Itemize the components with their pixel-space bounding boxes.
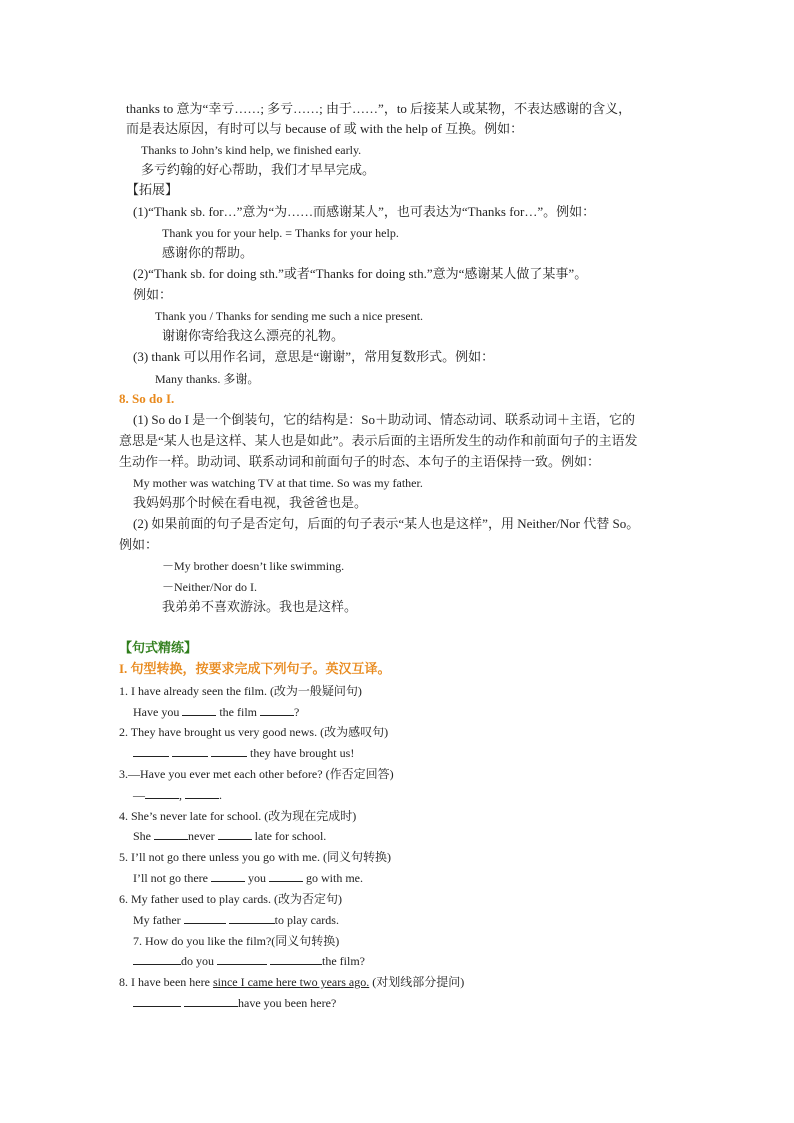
expand-p2-zh: 谢谢你寄给我这么漂亮的礼物。	[162, 328, 345, 343]
answer-blank[interactable]	[182, 704, 216, 716]
sodo-p2-zh: 我弟弟不喜欢游泳。我也是这样。	[162, 599, 358, 614]
answer-blank[interactable]	[172, 745, 208, 757]
thanks-example-en: Thanks to John’s kind help, we finished early.	[141, 143, 362, 157]
sodo-p1-en: My mother was watching TV at that time. So was my father.	[133, 476, 423, 490]
answer-blank[interactable]	[217, 953, 267, 965]
question-2: 2. They have brought us very good news. (改为感叹句)	[119, 725, 389, 739]
question-8: 8. I have been here since I came here two years ago. (对划线部分提问)	[119, 975, 465, 989]
sodo-p1-line-1: (1) So do I 是一个倒装句，它的结构是：So＋助动词、情态动词、联系动词＋主语，它的	[133, 412, 635, 427]
answer-line-8: have you been here?	[133, 995, 336, 1011]
expand-p1-zh: 感谢你的帮助。	[162, 245, 254, 260]
practice-section-title: I. 句型转换，按要求完成下列句子。英汉互译。	[119, 661, 391, 676]
answer-blank[interactable]	[229, 912, 275, 924]
answer-blank[interactable]	[133, 953, 181, 965]
answer-line-4: She never late for school.	[133, 829, 327, 843]
underlined-phrase: since I came here two years ago.	[212, 975, 370, 989]
answer-blank[interactable]	[154, 828, 188, 840]
question-4: 4. She’s never late for school. (改为现在完成时)	[119, 809, 357, 823]
answer-blank[interactable]	[185, 787, 219, 799]
answer-blank[interactable]	[269, 870, 303, 882]
expand-p2-cont: 例如：	[133, 287, 173, 302]
answer-blank[interactable]	[133, 745, 169, 757]
expand-p2-en: Thank you / Thanks for sending me such a nice present.	[155, 309, 424, 323]
expand-p2: (2)“Thank sb. for doing sth.”或者“Thanks for doing sth.”意为“感谢某人做了某事”。	[133, 266, 588, 281]
sodo-p2-en-2: －Neither/Nor do I.	[162, 580, 257, 594]
thanks-example-zh: 多亏约翰的好心帮助，我们才早早完成。	[141, 162, 376, 177]
answer-blank[interactable]	[218, 828, 252, 840]
answer-line-3: — , .	[133, 788, 222, 802]
answer-blank[interactable]	[133, 995, 181, 1007]
thanks-line-2: 而是表达原因，有时可以与 because of 或 with the help of 互换。例如：	[126, 121, 524, 136]
answer-blank[interactable]	[260, 704, 294, 716]
answer-line-2: they have brought us!	[133, 745, 354, 761]
question-5: 5. I’ll not go there unless you go with me. (同义句转换)	[119, 850, 391, 864]
sodo-p1-zh: 我妈妈那个时候在看电视，我爸爸也是。	[133, 495, 368, 510]
question-3: 3.—Have you ever met each other before? (作否定回答)	[119, 767, 394, 781]
answer-blank[interactable]	[211, 870, 245, 882]
sodo-p2-line-1: (2) 如果前面的句子是否定句，后面的句子表示“某人也是这样”，用 Neither/Nor 代替 So。	[133, 516, 640, 531]
answer-blank[interactable]	[145, 787, 179, 799]
answer-blank[interactable]	[184, 912, 226, 924]
expand-p1: (1)“Thank sb. for…”意为“为……而感谢某人”，也可表达为“Thanks for…”。例如：	[133, 204, 596, 219]
answer-blank[interactable]	[211, 745, 247, 757]
expand-p1-en: Thank you for your help. = Thanks for your help.	[162, 226, 399, 240]
sodo-p1-line-3: 生动作一样。助动词、联系动词和前面句子的时态、本句子的主语保持一致。例如：	[119, 454, 601, 469]
answer-line-7: do you the film?	[133, 953, 365, 969]
thanks-line-1: thanks to 意为“幸亏……; 多亏……; 由于……”，to 后接某人或某物，不表达感谢的含义，	[126, 101, 632, 116]
sodo-heading: 8. So do I.	[119, 391, 175, 406]
question-1: 1. I have already seen the film. (改为一般疑问句)	[119, 684, 362, 698]
question-7: 7. How do you like the film?(同义句转换)	[133, 934, 340, 948]
expand-p3-en: Many thanks. 多谢。	[155, 372, 260, 386]
question-6: 6. My father used to play cards. (改为否定句)	[119, 892, 342, 906]
answer-blank[interactable]	[270, 953, 322, 965]
answer-line-5: I’ll not go there you go with me.	[133, 871, 363, 885]
sodo-p2-en-1: －My brother doesn’t like swimming.	[162, 559, 345, 573]
sodo-p1-line-2: 意思是“某人也是这样、某人也是如此”。表示后面的主语所发生的动作和前面句子的主语发	[119, 433, 638, 448]
answer-line-1: Have you the film ?	[133, 705, 300, 719]
expand-p3: (3) thank 可以用作名词，意思是“谢谢”，常用复数形式。例如：	[133, 349, 495, 364]
sodo-p2-line-2: 例如：	[119, 537, 159, 552]
answer-blank[interactable]	[184, 995, 238, 1007]
practice-heading: 【句式精练】	[119, 640, 198, 655]
answer-line-6: My father to play cards.	[133, 913, 339, 927]
expand-heading: 【拓展】	[126, 182, 179, 197]
